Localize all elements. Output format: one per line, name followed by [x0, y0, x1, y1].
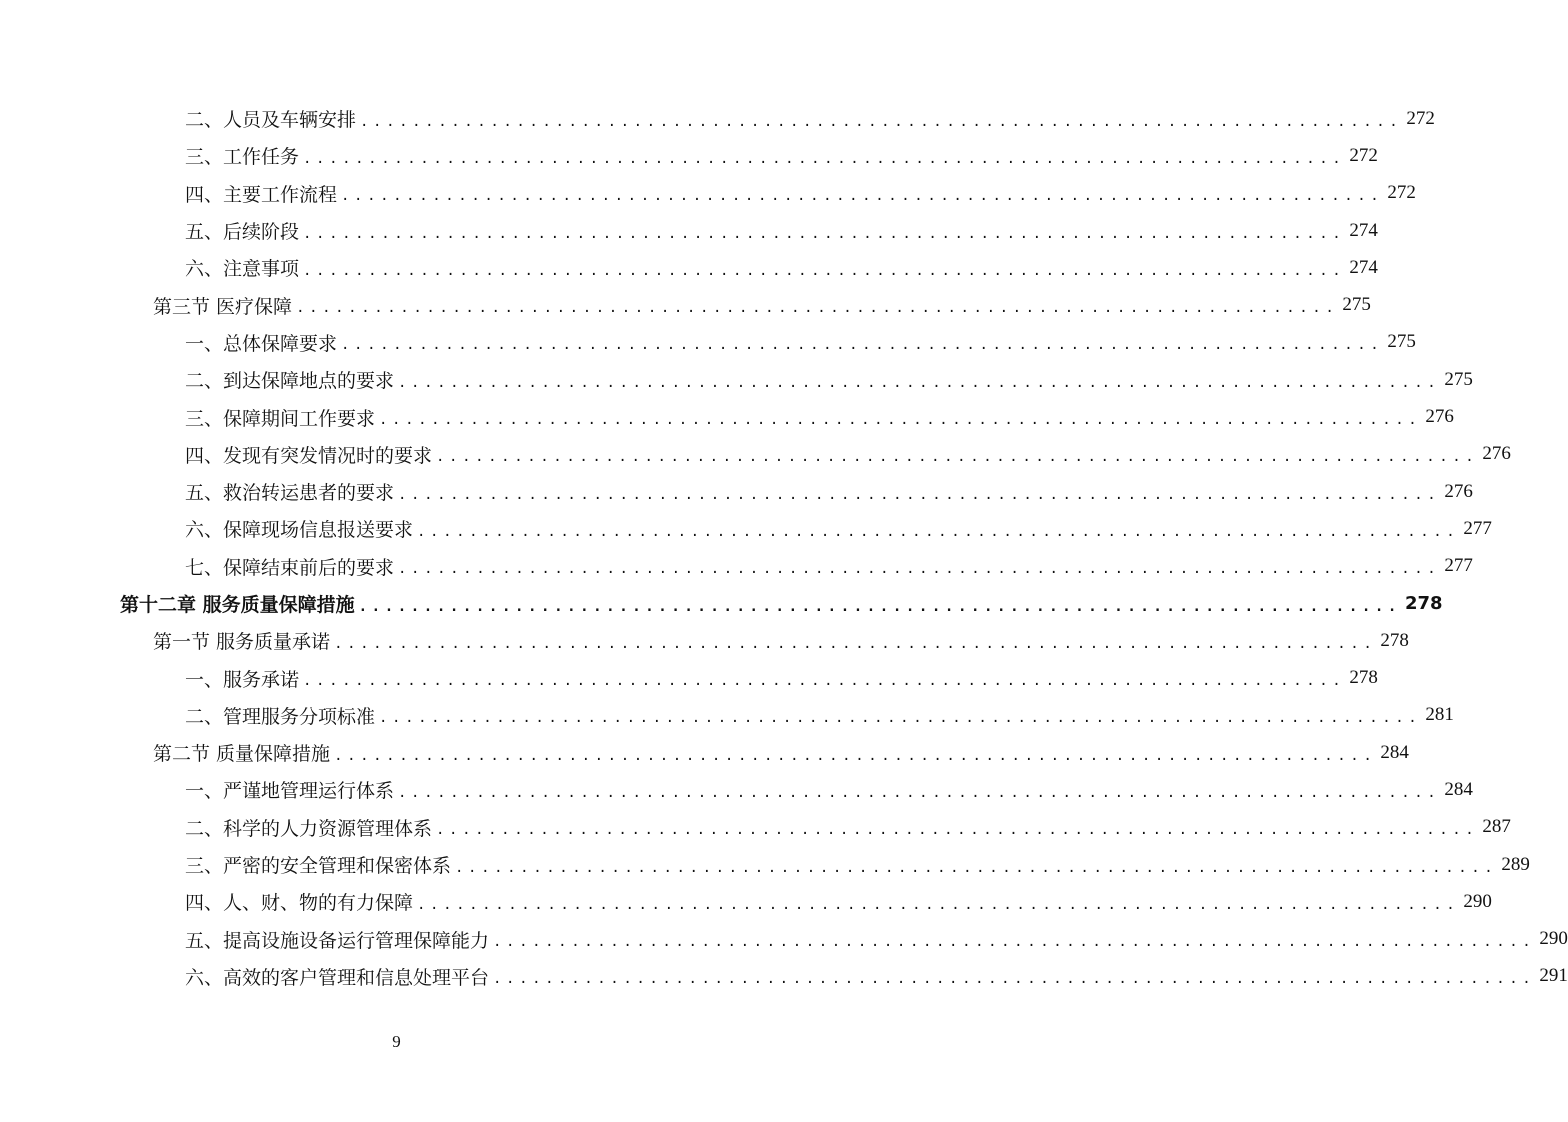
toc-entry-page: 284 [1444, 778, 1473, 800]
toc-entry-page: 289 [1501, 853, 1530, 875]
toc-entry[interactable] [0, 585, 1443, 622]
toc-entry-number: 三、 [185, 146, 224, 169]
toc-entry-page: 272 [1387, 182, 1416, 204]
toc-entry[interactable] [0, 958, 1568, 995]
toc-entry-title: 质量保障措施 [216, 743, 331, 766]
toc-entry-page: 278 [1380, 629, 1409, 651]
toc-entry-page: 272 [1406, 107, 1435, 129]
dot-leader: ................................................................................ [398, 784, 1441, 801]
toc-entry-page: 278 [1404, 593, 1443, 614]
toc-entry-page: 274 [1349, 219, 1378, 241]
dot-leader: ................................................................................ [303, 225, 1346, 242]
table-of-contents [0, 100, 1568, 995]
toc-entry-page: 275 [1342, 294, 1371, 316]
toc-entry-number: 六、 [185, 966, 224, 989]
toc-entry[interactable] [0, 771, 1473, 808]
toc-entry-title: 保障现场信息报送要求 [223, 519, 414, 542]
toc-entry-title: 注意事项 [223, 258, 300, 281]
toc-entry-number: 二、 [185, 705, 224, 728]
toc-entry-number: 二、 [185, 109, 224, 132]
toc-entry-title: 总体保障要求 [223, 332, 338, 355]
dot-leader: ................................................................................ [358, 598, 1401, 615]
dot-leader: ................................................................................ [493, 934, 1536, 951]
dot-leader: ................................................................................ [303, 150, 1346, 167]
toc-entry[interactable] [0, 809, 1511, 846]
toc-entry-page: 276 [1482, 443, 1511, 465]
toc-entry-title: 救治转运患者的要求 [223, 482, 395, 505]
toc-entry-title: 保障期间工作要求 [223, 407, 376, 430]
toc-entry-number: 五、 [185, 929, 224, 952]
toc-entry[interactable] [0, 921, 1568, 958]
toc-entry-title: 人、财、物的有力保障 [223, 892, 414, 915]
toc-entry-page: 290 [1539, 928, 1568, 950]
toc-entry-number: 一、 [185, 668, 224, 691]
toc-entry-number: 三、 [185, 407, 224, 430]
toc-entry-title: 保障结束前后的要求 [223, 556, 395, 579]
toc-entry-page: 276 [1444, 480, 1473, 502]
toc-entry-number: 二、 [185, 370, 224, 393]
dot-leader: ................................................................................ [360, 113, 1403, 130]
toc-entry-number: 一、 [185, 332, 224, 355]
toc-entry-title: 严密的安全管理和保密体系 [223, 855, 452, 878]
toc-entry[interactable] [0, 100, 1435, 137]
toc-entry-title: 后续阶段 [223, 221, 300, 244]
dot-leader: ................................................................................ [455, 859, 1498, 876]
toc-entry-page: 277 [1444, 555, 1473, 577]
toc-entry-number: 第一节 [153, 631, 217, 654]
toc-entry-number: 第十二章 [120, 594, 203, 616]
toc-entry-page: 277 [1463, 517, 1492, 539]
toc-entry-number: 六、 [185, 258, 224, 281]
dot-leader: ................................................................................ [493, 971, 1536, 988]
toc-entry-page: 290 [1463, 890, 1492, 912]
toc-entry[interactable] [0, 361, 1473, 398]
toc-entry-number: 第二节 [153, 743, 217, 766]
toc-entry-title: 科学的人力资源管理体系 [223, 817, 433, 840]
toc-entry-number: 一、 [185, 780, 224, 803]
toc-entry-title: 提高设施设备运行管理保障能力 [223, 929, 490, 952]
toc-entry-title: 人员及车辆安排 [223, 109, 357, 132]
dot-leader: ................................................................................ [417, 523, 1460, 540]
toc-entry[interactable] [0, 436, 1511, 473]
toc-entry[interactable] [0, 398, 1454, 435]
toc-entry[interactable] [0, 846, 1530, 883]
toc-entry[interactable] [0, 548, 1473, 585]
toc-entry[interactable] [0, 883, 1492, 920]
dot-leader: ................................................................................ [303, 673, 1346, 690]
toc-entry-page: 281 [1425, 704, 1454, 726]
toc-entry-title: 到达保障地点的要求 [223, 370, 395, 393]
toc-entry-title: 服务质量承诺 [216, 631, 331, 654]
toc-entry-number: 六、 [185, 519, 224, 542]
dot-leader: ................................................................................ [341, 337, 1384, 354]
toc-entry-number: 四、 [185, 892, 224, 915]
toc-entry-title: 严谨地管理运行体系 [223, 780, 395, 803]
dot-leader: ................................................................................ [379, 412, 1422, 429]
toc-entry-page: 278 [1349, 667, 1378, 689]
dot-leader: ................................................................................ [417, 896, 1460, 913]
toc-entry[interactable] [0, 734, 1409, 771]
dot-leader: ................................................................................ [436, 449, 1479, 466]
toc-entry[interactable] [0, 659, 1378, 696]
toc-entry-number: 五、 [185, 221, 224, 244]
dot-leader: ................................................................................ [398, 561, 1441, 578]
toc-entry-number: 三、 [185, 855, 224, 878]
toc-entry-title: 发现有突发情况时的要求 [223, 444, 433, 467]
toc-entry[interactable] [0, 473, 1473, 510]
toc-entry-page: 276 [1425, 406, 1454, 428]
toc-entry-number: 七、 [185, 556, 224, 579]
toc-entry-page: 275 [1444, 368, 1473, 390]
toc-entry-page: 274 [1349, 256, 1378, 278]
dot-leader: ................................................................................ [436, 822, 1479, 839]
toc-entry-page: 291 [1539, 965, 1568, 987]
page-number: 9 [392, 1032, 401, 1051]
toc-entry[interactable] [0, 137, 1378, 174]
toc-entry-number: 五、 [185, 482, 224, 505]
toc-entry[interactable] [0, 622, 1409, 659]
toc-entry-title: 医疗保障 [216, 295, 293, 318]
dot-leader: ................................................................................ [398, 374, 1441, 391]
toc-entry-page: 272 [1349, 144, 1378, 166]
dot-leader: ................................................................................ [296, 300, 1339, 317]
dot-leader: ................................................................................ [303, 262, 1346, 279]
toc-entry-title: 工作任务 [223, 146, 300, 169]
toc-entry-number: 四、 [185, 444, 224, 467]
toc-entry[interactable] [0, 324, 1416, 361]
toc-entry[interactable] [0, 697, 1454, 734]
toc-entry-number: 四、 [185, 183, 224, 206]
dot-leader: ................................................................................ [334, 747, 1377, 764]
toc-entry-title: 服务质量保障措施 [202, 594, 355, 616]
toc-entry-page: 275 [1387, 331, 1416, 353]
dot-leader: ................................................................................ [341, 188, 1384, 205]
toc-entry-number: 第三节 [153, 295, 217, 318]
toc-entry-page: 287 [1482, 816, 1511, 838]
toc-entry[interactable] [0, 510, 1492, 547]
toc-entry[interactable] [0, 286, 1371, 323]
dot-leader: ................................................................................ [334, 635, 1377, 652]
toc-entry-title: 高效的客户管理和信息处理平台 [223, 966, 490, 989]
toc-entry-title: 主要工作流程 [223, 183, 338, 206]
toc-entry[interactable] [0, 249, 1378, 286]
toc-entry-page: 284 [1380, 741, 1409, 763]
dot-leader: ................................................................................ [398, 486, 1441, 503]
toc-entry-number: 二、 [185, 817, 224, 840]
dot-leader: ................................................................................ [379, 710, 1422, 727]
toc-entry-title: 服务承诺 [223, 668, 300, 691]
toc-entry-title: 管理服务分项标准 [223, 705, 376, 728]
toc-entry[interactable] [0, 212, 1378, 249]
toc-entry[interactable] [0, 175, 1416, 212]
